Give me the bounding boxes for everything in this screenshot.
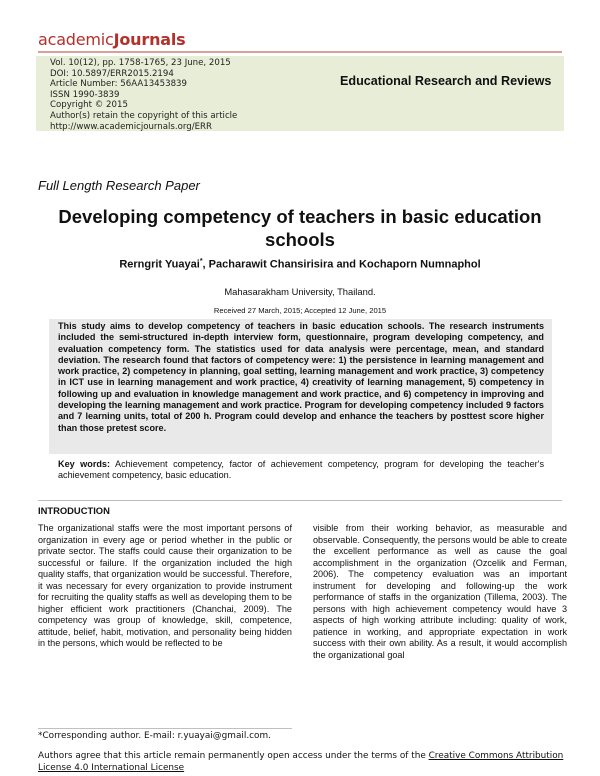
section-divider <box>38 500 562 501</box>
introduction-heading: INTRODUCTION <box>38 505 110 516</box>
license-note <box>38 751 568 774</box>
paper-title: Developing competency of teachers in basic education schools <box>58 206 542 250</box>
received-dates: Received 27 March, 2015; Accepted 12 June, 2015 <box>213 306 387 315</box>
license-text: Authors agree that this article remain permanently open access under the terms of the <box>38 751 429 761</box>
journal-name: Educational Research and Reviews <box>340 74 552 88</box>
corresponding-author-note: *Corresponding author. E-mail: r.yuayai@gmail.com. <box>38 731 271 741</box>
author-others: , Pacharawit Chansirisira and Kochaporn Numnaphol <box>202 258 481 271</box>
logo-part-academic: academic <box>38 30 114 49</box>
footnote-rule <box>38 728 292 729</box>
meta-retain: Author(s) retain the copyright of this article <box>50 110 238 121</box>
keywords-label: Key words: <box>58 459 110 469</box>
header-rule <box>38 51 562 53</box>
journal-logo <box>38 30 185 49</box>
paper-type: Full Length Research Paper <box>38 178 200 193</box>
meta-volume: Vol. 10(12), pp. 1758-1765, 23 June, 2015 <box>50 58 231 68</box>
body-column-right: visible from their working behavior, as measurable and observable. Consequently, the persons would be able to create the excellent performance as well as cause the goal accomplishment in the organization (Ozcelik and Ferman, 2006). The competency evaluation was an important instrument for developing and following-up the work performance of staffs in the organization (Tillema, 2003). The persons with high achievement competency would have 3 aspects of high working attribute including: quality of work, patience in working, and appropriate expectation in work success with their own ability. As a result, it would accomplish the organizational goal <box>313 523 567 660</box>
affiliation: Mahasarakham University, Thailand. <box>224 286 376 297</box>
article-meta <box>50 58 237 132</box>
corresponding-mark: * <box>199 258 203 265</box>
logo-part-journals: Journals <box>113 30 186 49</box>
license-link[interactable]: Creative Commons Attribution License 4.0 International License <box>38 751 564 773</box>
meta-article-number: Article Number: 56AA13453839 <box>50 79 187 90</box>
keywords-text: Achievement competency, factor of achievement competency, program for developing the teacher's achievement competency, basic education. <box>58 459 544 481</box>
meta-doi: DOI: 10.5897/ERR2015.2194 <box>50 68 174 79</box>
abstract-text: This study aims to develop competency of teachers in basic education schools. The research instruments included the semi-structured in-depth interview form, questionnaire, program developing competency, and evaluation competency form. The statistics used for data analysis were percentage, mean, and standard deviation. The research found that factors of competency were: 1) the persistence in learning management and work practice, 2) competency in planning, goal setting, learning management and work practice, 3) competency in ICT use in learning management and work practice, 4) creativity of learning management, 5) competency in following up and evaluation in knowledge management and work practice, and 6) competency in improving and developing the learning management and work practice. Program for developing competency included 9 factors and 7 learning units, total of 200 h. Program could develop and enhance the teachers by posttest score higher than those pretest score. <box>58 321 544 433</box>
meta-copyright: Copyright © 2015 <box>50 100 128 111</box>
meta-url[interactable]: http://www.academicjournals.org/ERR <box>50 121 212 132</box>
author-first: Rerngrit Yuayai <box>119 258 200 271</box>
keywords <box>58 459 544 482</box>
meta-issn: ISSN 1990-3839 <box>50 89 120 100</box>
body-column-left: The organizational staffs were the most important persons of organization in every age or period whether in the public or private sector. The staffs could cause their organization to be successful or failure. If the organization included the high quality staffs, that organization would be successful. Therefore, it was necessary for every organization to provide instrument for recruiting the quality staffs as well as developing them to be higher efficient work practitioners (Chanchai, 2009). The competency was group of knowledge, skill, competence, attitude, belief, habit, motivation, and personality being hidden in the persons, which would be reflected to be <box>38 523 292 648</box>
author-list <box>0 258 600 271</box>
